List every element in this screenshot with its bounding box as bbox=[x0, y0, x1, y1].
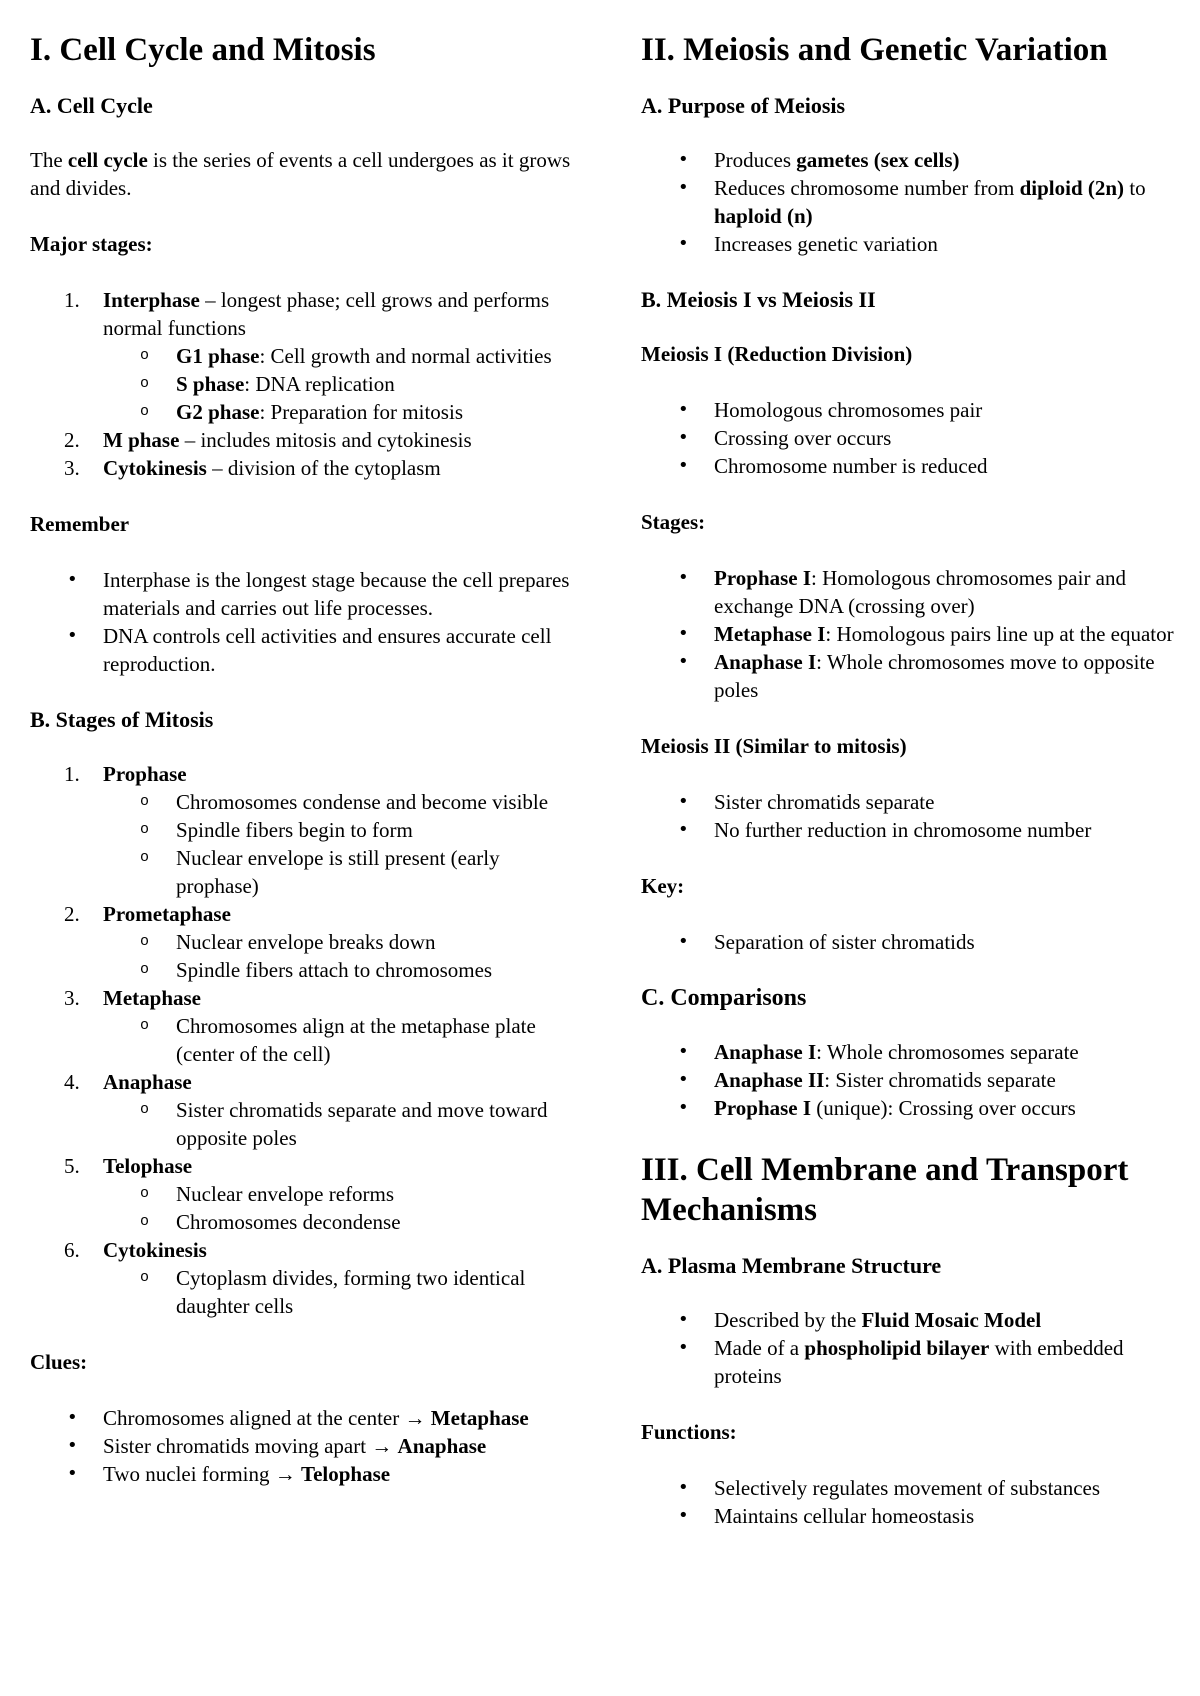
comparison-item-text: (unique): Crossing over occurs bbox=[811, 1096, 1076, 1120]
mitosis-sub-list bbox=[103, 1264, 575, 1320]
purpose-item-term: haploid (n) bbox=[714, 204, 813, 228]
mitosis-stage-item bbox=[30, 760, 575, 900]
purpose-item-term: gametes (sex cells) bbox=[796, 148, 960, 172]
functions-list bbox=[641, 1474, 1186, 1530]
remember-list bbox=[30, 566, 575, 678]
purpose-item-text: to bbox=[1124, 176, 1146, 200]
membrane-structure-heading: A. Plasma Membrane Structure bbox=[641, 1253, 942, 1278]
function-item: • Selectively regulates movement of substances bbox=[641, 1474, 1186, 1502]
stage-item bbox=[30, 286, 575, 426]
left-column bbox=[30, 22, 575, 1516]
mitosis-stage-number: 2. bbox=[64, 902, 80, 926]
stage-text: – includes mitosis and cytokinesis bbox=[179, 428, 472, 452]
clue-answer: Metaphase bbox=[430, 1406, 529, 1430]
sub-text: : Cell growth and normal activities bbox=[259, 344, 552, 368]
meiosis-stage-item-term: Anaphase I bbox=[714, 650, 817, 674]
purpose-item bbox=[641, 230, 1186, 258]
clues-list bbox=[30, 1404, 575, 1488]
stage-text: – longest phase; cell grows and performs normal functions bbox=[103, 288, 550, 340]
comparison-item bbox=[641, 1094, 1186, 1122]
purpose-item bbox=[641, 146, 1186, 174]
meiosis-2-item: • Sister chromatids separate bbox=[641, 788, 1186, 816]
structure-item bbox=[641, 1334, 1186, 1390]
section-1-title: I. Cell Cycle and Mitosis bbox=[30, 32, 376, 68]
structure-item bbox=[641, 1306, 1186, 1334]
stage-number: 2. bbox=[64, 428, 80, 452]
cell-cycle-intro: The cell cycle is the series of events a cell undergoes as it grows and divides. bbox=[30, 148, 571, 200]
mitosis-sub-item: o Spindle fibers attach to chromosomes bbox=[103, 956, 575, 984]
clues-label: Clues: bbox=[30, 1350, 88, 1374]
stage-item bbox=[30, 454, 575, 482]
meiosis-stage-item-text: : Homologous pairs line up at the equator bbox=[825, 622, 1174, 646]
comparisons-heading: C. Comparisons bbox=[641, 985, 807, 1011]
mitosis-sub-item: o Nuclear envelope reforms bbox=[103, 1180, 575, 1208]
mitosis-stage-number: 4. bbox=[64, 1070, 80, 1094]
mitosis-stage-number: 3. bbox=[64, 986, 80, 1010]
mitosis-sub-item: o Spindle fibers begin to form bbox=[103, 816, 575, 844]
function-item: • Maintains cellular homeostasis bbox=[641, 1502, 1186, 1530]
remember-item: • DNA controls cell activities and ensures accurate cell reproduction. bbox=[30, 622, 575, 678]
membrane-structure-list bbox=[641, 1306, 1186, 1390]
meiosis-1-list bbox=[641, 396, 1186, 480]
comparison-item-term: Anaphase II bbox=[714, 1068, 825, 1092]
stage-sub-item bbox=[103, 398, 575, 426]
mitosis-sub-item: o Chromosomes decondense bbox=[103, 1208, 575, 1236]
mitosis-stage-term: Anaphase bbox=[103, 1070, 192, 1094]
sub-term: S phase bbox=[176, 372, 245, 396]
mitosis-sub-item: o Nuclear envelope breaks down bbox=[103, 928, 575, 956]
mitosis-stages-list bbox=[30, 760, 575, 1320]
major-stages-list bbox=[30, 286, 575, 482]
clue-text: Two nuclei forming → bbox=[103, 1462, 301, 1486]
mitosis-stage-item bbox=[30, 1068, 575, 1152]
meiosis-stage-item bbox=[641, 564, 1186, 620]
mitosis-sub-list bbox=[103, 1096, 575, 1152]
clue-text: Sister chromatids moving apart → bbox=[103, 1434, 398, 1458]
meiosis-stage-item-term: Metaphase I bbox=[714, 622, 826, 646]
comparison-item-text: : Whole chromosomes separate bbox=[816, 1040, 1079, 1064]
comparison-item bbox=[641, 1038, 1186, 1066]
stage-item bbox=[30, 426, 575, 454]
clue-answer: Telophase bbox=[301, 1462, 391, 1486]
section-3-title: III. Cell Membrane and Transport Mechanisms bbox=[641, 1152, 1129, 1228]
sub-term: G2 phase bbox=[176, 400, 260, 424]
mitosis-stage-item bbox=[30, 900, 575, 984]
mitosis-stage-term: Prophase bbox=[103, 762, 187, 786]
remember-label: Remember bbox=[30, 512, 130, 536]
stage-number: 1. bbox=[64, 288, 80, 312]
comparison-item-term: Prophase I bbox=[714, 1096, 812, 1120]
structure-item-text: Made of a bbox=[714, 1336, 805, 1360]
key-item: • Separation of sister chromatids bbox=[641, 928, 1186, 956]
mitosis-stage-item bbox=[30, 1152, 575, 1236]
key-list bbox=[641, 928, 1186, 956]
stage-term: M phase bbox=[103, 428, 180, 452]
mitosis-stage-item bbox=[30, 1236, 575, 1320]
stage-sub-item bbox=[103, 370, 575, 398]
cell-cycle-heading: A. Cell Cycle bbox=[30, 93, 153, 118]
sub-text: : Preparation for mitosis bbox=[259, 400, 463, 424]
meiosis-2-list bbox=[641, 788, 1186, 844]
stages-label: Stages: bbox=[641, 510, 706, 534]
section-2-title: II. Meiosis and Genetic Variation bbox=[641, 32, 1108, 68]
right-column bbox=[641, 22, 1186, 1558]
stage-number: 3. bbox=[64, 456, 80, 480]
meiosis-compare-heading: B. Meiosis I vs Meiosis II bbox=[641, 287, 876, 312]
mitosis-sub-item: o Sister chromatids separate and move toward opposite poles bbox=[103, 1096, 575, 1152]
mitosis-sub-list bbox=[103, 1012, 575, 1068]
sub-term: G1 phase bbox=[176, 344, 260, 368]
comparison-item bbox=[641, 1066, 1186, 1094]
stage-sub-list bbox=[103, 342, 575, 426]
purpose-list bbox=[641, 146, 1186, 258]
meiosis-stage-item-text: : Homologous chromosomes pair and exchange DNA (crossing over) bbox=[714, 566, 1127, 618]
structure-item-text: with embedded proteins bbox=[714, 1336, 1124, 1388]
purpose-item-text: Increases genetic variation bbox=[714, 232, 938, 256]
mitosis-sub-item: o Chromosomes align at the metaphase plate (center of the cell) bbox=[103, 1012, 575, 1068]
comparison-item-term: Anaphase I bbox=[714, 1040, 817, 1064]
mitosis-stage-number: 5. bbox=[64, 1154, 80, 1178]
mitosis-stage-number: 6. bbox=[64, 1238, 80, 1262]
stage-sub-item bbox=[103, 342, 575, 370]
mitosis-sub-item: o Chromosomes condense and become visible bbox=[103, 788, 575, 816]
stage-text: – division of the cytoplasm bbox=[206, 456, 441, 480]
major-stages-label: Major stages: bbox=[30, 232, 153, 256]
meiosis-stages-list bbox=[641, 564, 1186, 704]
key-label: Key: bbox=[641, 874, 685, 898]
mitosis-sub-list bbox=[103, 928, 575, 984]
meiosis-2-label: Meiosis II (Similar to mitosis) bbox=[641, 734, 907, 758]
purpose-item-text: Produces bbox=[714, 148, 797, 172]
clue-item bbox=[30, 1432, 575, 1460]
mitosis-sub-list bbox=[103, 788, 575, 900]
clue-item bbox=[30, 1404, 575, 1432]
mitosis-stage-term: Telophase bbox=[103, 1154, 193, 1178]
mitosis-stage-term: Metaphase bbox=[103, 986, 201, 1010]
stage-term: Interphase bbox=[103, 288, 200, 312]
clue-text: Chromosomes aligned at the center → bbox=[103, 1406, 431, 1430]
meiosis-1-item: • Chromosome number is reduced bbox=[641, 452, 1186, 480]
purpose-item-text: Reduces chromosome number from bbox=[714, 176, 1020, 200]
comparisons-list bbox=[641, 1038, 1186, 1122]
clue-answer: Anaphase bbox=[397, 1434, 487, 1458]
meiosis-stage-item-term: Prophase I bbox=[714, 566, 812, 590]
mitosis-stage-item bbox=[30, 984, 575, 1068]
structure-item-text: Described by the bbox=[714, 1308, 862, 1332]
purpose-item-term: diploid (2n) bbox=[1019, 176, 1125, 200]
mitosis-sub-item: o Nuclear envelope is still present (early prophase) bbox=[103, 844, 575, 900]
meiosis-1-item: • Homologous chromosomes pair bbox=[641, 396, 1186, 424]
structure-item-term: Fluid Mosaic Model bbox=[861, 1308, 1042, 1332]
structure-item-term: phospholipid bilayer bbox=[804, 1336, 990, 1360]
meiosis-stage-item bbox=[641, 620, 1186, 648]
purpose-heading: A. Purpose of Meiosis bbox=[641, 93, 846, 118]
sub-text: : DNA replication bbox=[244, 372, 395, 396]
remember-item: • Interphase is the longest stage because the cell prepares materials and carries out life processes. bbox=[30, 566, 575, 622]
clue-item bbox=[30, 1460, 575, 1488]
meiosis-stage-item bbox=[641, 648, 1186, 704]
stage-term: Cytokinesis bbox=[103, 456, 207, 480]
mitosis-stage-term: Cytokinesis bbox=[103, 1238, 207, 1262]
mitosis-stages-heading: B. Stages of Mitosis bbox=[30, 707, 214, 732]
mitosis-stage-term: Prometaphase bbox=[103, 902, 231, 926]
meiosis-stage-item-text: : Whole chromosomes move to opposite poles bbox=[714, 650, 1155, 702]
mitosis-sub-item: o Cytoplasm divides, forming two identical daughter cells bbox=[103, 1264, 575, 1320]
mitosis-stage-number: 1. bbox=[64, 762, 80, 786]
meiosis-2-item: • No further reduction in chromosome number bbox=[641, 816, 1186, 844]
comparison-item-text: : Sister chromatids separate bbox=[824, 1068, 1056, 1092]
mitosis-sub-list bbox=[103, 1180, 575, 1236]
meiosis-1-label: Meiosis I (Reduction Division) bbox=[641, 342, 913, 366]
purpose-item bbox=[641, 174, 1186, 230]
meiosis-1-item: • Crossing over occurs bbox=[641, 424, 1186, 452]
functions-label: Functions: bbox=[641, 1420, 737, 1444]
